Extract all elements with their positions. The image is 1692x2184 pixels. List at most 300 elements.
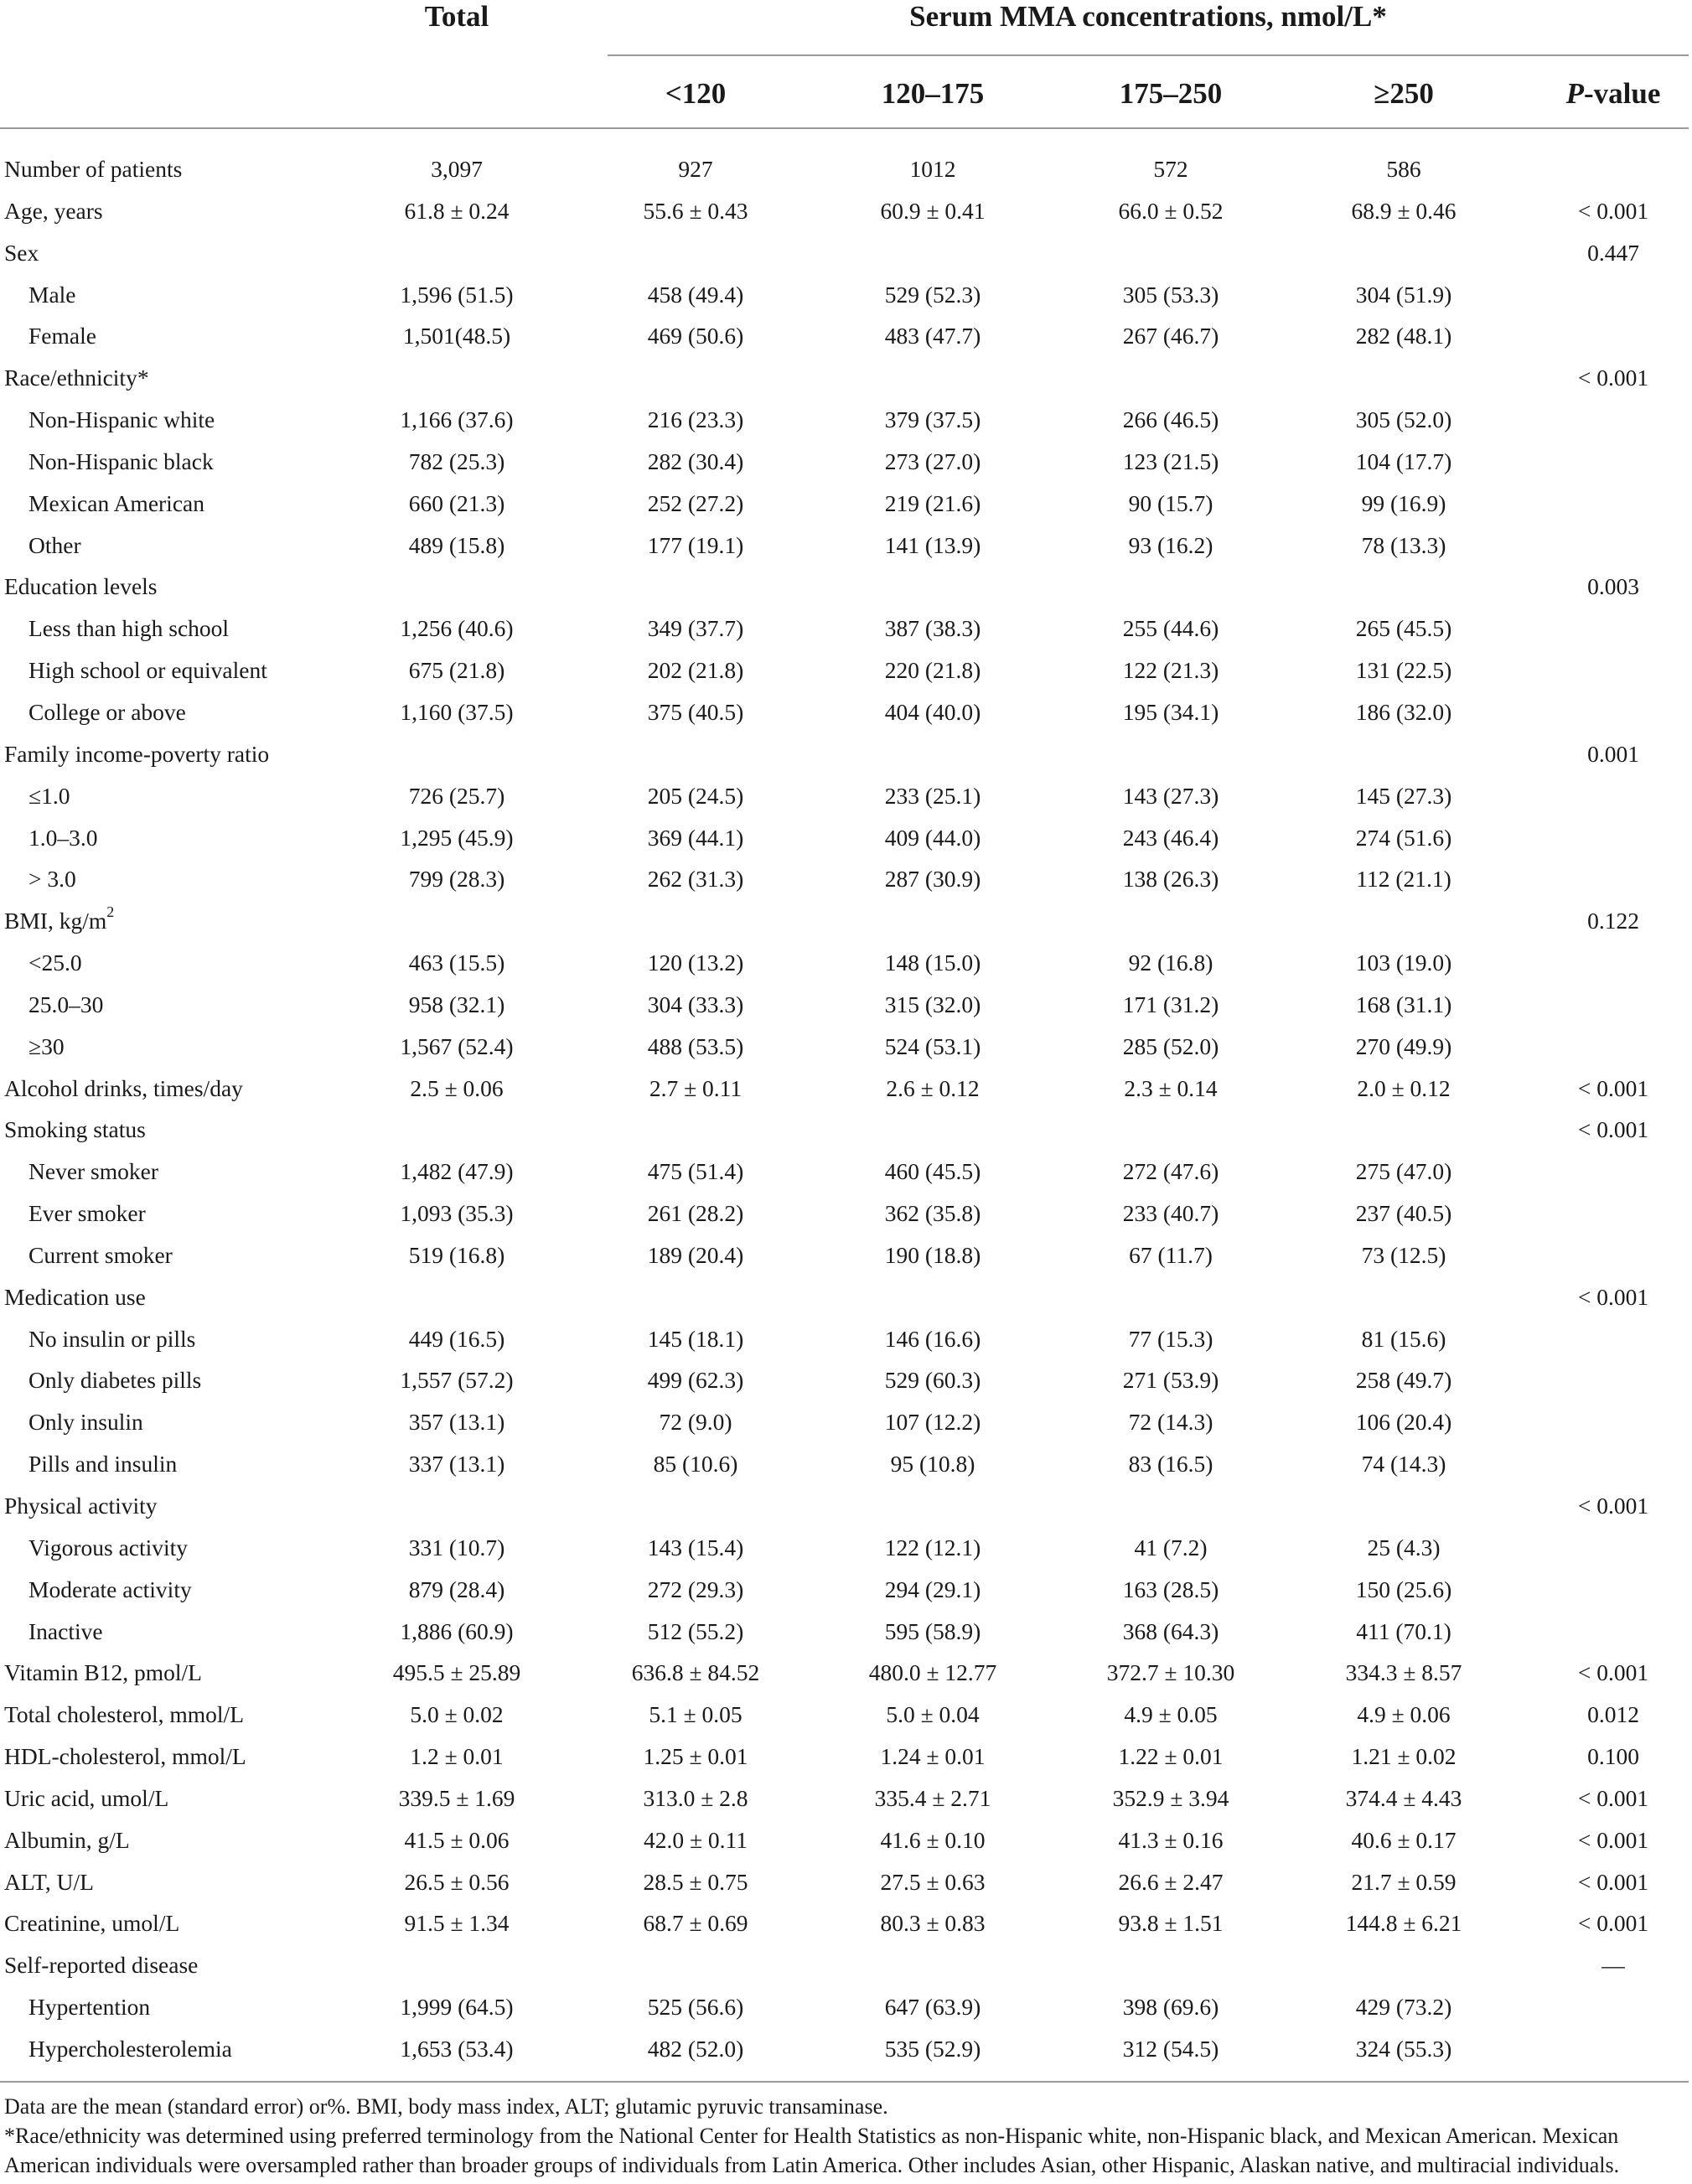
cell-lt120: 28.5 ± 0.75 [643,1868,748,1895]
cell-total: 782 (25.3) [408,448,505,474]
cell-120-175: 524 (53.1) [884,1032,981,1059]
cell-lt120: 2.7 ± 0.11 [649,1074,743,1101]
cell-120-175: 315 (32.0) [884,991,981,1017]
cell-175-250: 92 (16.8) [1128,950,1213,976]
row-label: Total cholesterol, mmol/L [4,1701,244,1728]
cell-120-175: 148 (15.0) [884,950,981,976]
cell-total: 1,999 (64.5) [400,1994,514,2021]
cell-120-175: 107 (12.2) [884,1409,981,1436]
cell-175-250: 41.3 ± 0.16 [1118,1826,1224,1853]
header-col-ge250: ≥250 [1374,77,1434,110]
cell-ge250: 334.3 ± 8.57 [1345,1659,1462,1686]
row-label: Number of patients [4,156,183,182]
cell-175-250: 266 (46.5) [1122,406,1219,433]
cell-ge250: 131 (22.5) [1355,657,1452,684]
row-label: College or above [28,698,186,725]
cell-ge250: 258 (49.7) [1355,1367,1452,1394]
row-label: ≥30 [28,1032,65,1059]
cell-total: 337 (13.1) [408,1451,505,1478]
cell-total: 675 (21.8) [408,657,505,684]
cell-total: 2.5 ± 0.06 [410,1074,504,1101]
cell-lt120: 272 (29.3) [647,1576,744,1602]
cell-175-250: 255 (44.6) [1122,615,1219,642]
table-row [0,858,1692,900]
cell-120-175: 404 (40.0) [884,698,981,725]
cell-total: 91.5 ± 1.34 [404,1910,510,1937]
cell-175-250: 285 (52.0) [1122,1032,1219,1059]
cell-total: 1,501(48.5) [402,323,511,349]
cell-120-175: 220 (21.8) [884,657,981,684]
cell-p-value: — [1601,1952,1625,1979]
table-row [0,900,1692,942]
cell-120-175: 95 (10.8) [890,1451,975,1478]
cell-total: 879 (28.4) [408,1576,505,1602]
cell-120-175: 294 (29.1) [884,1576,981,1602]
cell-lt120: 469 (50.6) [647,323,744,349]
cell-total: 3,097 [431,156,483,182]
header-col-lt120: <120 [665,77,727,110]
table-row [0,1068,1692,1110]
table-row [0,984,1692,1026]
row-label: Less than high school [28,615,230,642]
row-label: Mexican American [28,489,204,516]
row-label: Moderate activity [28,1576,192,1602]
cell-120-175: 273 (27.0) [884,448,981,474]
cell-120-175: 287 (30.9) [884,866,981,893]
table-row [0,1401,1692,1443]
cell-175-250: 72 (14.3) [1128,1409,1213,1436]
cell-total: 1,160 (37.5) [400,698,514,725]
row-label: No insulin or pills [28,1325,196,1352]
cell-120-175: 460 (45.5) [884,1158,981,1185]
cell-lt120: 42.0 ± 0.11 [643,1826,748,1853]
row-label: Non-Hispanic white [28,406,215,433]
cell-lt120: 313.0 ± 2.8 [643,1784,748,1811]
row-label: Inactive [28,1617,103,1644]
cell-total: 357 (13.1) [408,1409,505,1436]
cell-p-value: 0.012 [1587,1701,1639,1728]
cell-lt120: 72 (9.0) [659,1409,732,1436]
cell-120-175: 190 (18.8) [884,1241,981,1268]
row-label: Physical activity [4,1493,158,1519]
table-row [0,733,1692,775]
cell-ge250: 1.21 ± 0.02 [1351,1743,1457,1770]
table-row [0,608,1692,650]
cell-total: 1,256 (40.6) [400,615,514,642]
cell-120-175: 480.0 ± 12.77 [868,1659,997,1686]
row-label: ALT, U/L [4,1868,94,1895]
cell-lt120: 120 (13.2) [647,950,744,976]
cell-ge250: 265 (45.5) [1355,615,1452,642]
table-row [0,190,1692,232]
cell-175-250: 77 (15.3) [1128,1325,1213,1352]
header-total: Total [424,0,489,33]
cell-120-175: 146 (16.6) [884,1325,981,1352]
cell-175-250: 195 (34.1) [1122,698,1219,725]
row-label: Uric acid, umol/L [4,1784,169,1811]
row-label: Vitamin B12, pmol/L [4,1659,202,1686]
table-row [0,399,1692,441]
cell-total: 1,886 (60.9) [400,1617,514,1644]
cell-ge250: 104 (17.7) [1355,448,1452,474]
row-label: Female [28,323,96,349]
cell-ge250: 106 (20.4) [1355,1409,1452,1436]
cell-lt120: 636.8 ± 84.52 [631,1659,760,1686]
row-label: Race/ethnicity* [4,365,149,391]
cell-total: 1,093 (35.3) [400,1200,514,1227]
cell-total: 1,482 (47.9) [400,1158,514,1185]
cell-175-250: 163 (28.5) [1122,1576,1219,1602]
row-label: Medication use [4,1283,146,1310]
row-label: ≤1.0 [28,782,70,809]
cell-lt120: 482 (52.0) [647,2035,744,2062]
cell-total: 61.8 ± 0.24 [404,197,510,224]
cell-lt120: 5.1 ± 0.05 [649,1701,743,1728]
cell-ge250: 150 (25.6) [1355,1576,1452,1602]
row-label: Alcohol drinks, times/day [4,1074,243,1101]
cell-lt120: 499 (62.3) [647,1367,744,1394]
table-bottom-rule [0,2081,1689,2083]
cell-lt120: 68.7 ± 0.69 [643,1910,748,1937]
table-row [0,1569,1692,1611]
row-label: > 3.0 [28,866,76,893]
cell-p-value: 0.001 [1587,740,1639,767]
row-label: Non-Hispanic black [28,448,214,474]
table-row [0,1986,1692,2028]
cell-total: 339.5 ± 1.69 [398,1784,515,1811]
p-value-suffix: -value [1584,77,1661,110]
cell-ge250: 144.8 ± 6.21 [1345,1910,1462,1937]
cell-ge250: 68.9 ± 0.46 [1351,197,1457,224]
cell-175-250: 123 (21.5) [1122,448,1219,474]
cell-ge250: 429 (73.2) [1355,1994,1452,2021]
cell-175-250: 368 (64.3) [1122,1617,1219,1644]
cell-total: 26.5 ± 0.56 [404,1868,510,1895]
cell-total: 331 (10.7) [408,1534,505,1560]
cell-total: 449 (16.5) [408,1325,505,1352]
table-row [0,1819,1692,1861]
table-row [0,357,1692,399]
cell-total: 1,557 (57.2) [400,1367,514,1394]
cell-175-250: 267 (46.7) [1122,323,1219,349]
cell-120-175: 335.4 ± 2.71 [874,1784,991,1811]
row-label: Family income-poverty ratio [4,740,270,767]
cell-120-175: 41.6 ± 0.10 [880,1826,986,1853]
cell-lt120: 189 (20.4) [647,1241,744,1268]
row-label: Current smoker [28,1241,173,1268]
table-row [0,1276,1692,1318]
table-row [0,1944,1692,1986]
cell-ge250: 168 (31.1) [1355,991,1452,1017]
header-group-rule [608,54,1689,56]
cell-175-250: 93 (16.2) [1128,531,1213,558]
table-row [0,1652,1692,1694]
cell-total: 1,596 (51.5) [400,281,514,308]
cell-175-250: 372.7 ± 10.30 [1106,1659,1235,1686]
cell-ge250: 305 (52.0) [1355,406,1452,433]
cell-total: 519 (16.8) [408,1241,505,1268]
cell-ge250: 374.4 ± 4.43 [1345,1784,1462,1811]
cell-ge250: 274 (51.6) [1355,824,1452,851]
cell-175-250: 271 (53.9) [1122,1367,1219,1394]
cell-p-value: < 0.001 [1577,1283,1649,1310]
table-row [0,1611,1692,1653]
cell-175-250: 171 (31.2) [1122,991,1219,1017]
cell-lt120: 488 (53.5) [647,1032,744,1059]
cell-120-175: 5.0 ± 0.04 [886,1701,980,1728]
cell-175-250: 93.8 ± 1.51 [1118,1910,1224,1937]
cell-ge250: 324 (55.3) [1355,2035,1452,2062]
cell-lt120: 143 (15.4) [647,1534,744,1560]
row-label: Sex [4,239,39,266]
table-row [0,1485,1692,1527]
cell-total: 1.2 ± 0.01 [410,1743,504,1770]
cell-175-250: 572 [1153,156,1188,182]
cell-total: 463 (15.5) [408,950,505,976]
cell-lt120: 349 (37.7) [647,615,744,642]
row-label: <25.0 [28,950,82,976]
cell-175-250: 4.9 ± 0.05 [1124,1701,1218,1728]
cell-120-175: 362 (35.8) [884,1200,981,1227]
row-label [4,900,114,942]
cell-ge250: 81 (15.6) [1361,1325,1446,1352]
cell-lt120: 304 (33.3) [647,991,744,1017]
cell-p-value: < 0.001 [1577,1784,1649,1811]
cell-120-175: 2.6 ± 0.12 [886,1074,980,1101]
table-row [0,1026,1692,1068]
row-label: HDL-cholesterol, mmol/L [4,1743,246,1770]
table-row [0,1318,1692,1360]
table-row [0,1359,1692,1401]
cell-p-value: < 0.001 [1577,1868,1649,1895]
cell-p-value: < 0.001 [1577,1659,1649,1686]
cell-ge250: 40.6 ± 0.17 [1351,1826,1457,1853]
table-row [0,817,1692,859]
cell-lt120: 55.6 ± 0.43 [643,197,748,224]
table-row [0,1151,1692,1193]
row-label: Hypercholesterolemia [28,2035,232,2062]
cell-lt120: 458 (49.4) [647,281,744,308]
cell-ge250: 282 (48.1) [1355,323,1452,349]
cell-175-250: 143 (27.3) [1122,782,1219,809]
table-row [0,1109,1692,1151]
cell-120-175: 379 (37.5) [884,406,981,433]
row-label: Only diabetes pills [28,1367,202,1394]
cell-175-250: 66.0 ± 0.52 [1118,197,1224,224]
cell-120-175: 529 (60.3) [884,1367,981,1394]
cell-ge250: 103 (19.0) [1355,950,1452,976]
cell-120-175: 27.5 ± 0.63 [880,1868,986,1895]
cell-120-175: 122 (12.1) [884,1534,981,1560]
cell-120-175: 80.3 ± 0.83 [880,1910,986,1937]
cell-ge250: 21.7 ± 0.59 [1351,1868,1457,1895]
cell-175-250: 122 (21.3) [1122,657,1219,684]
cell-lt120: 252 (27.2) [647,489,744,516]
table-row [0,441,1692,483]
cell-p-value: 0.003 [1587,573,1639,600]
table-row [0,1736,1692,1778]
cell-total: 1,166 (37.6) [400,406,514,433]
footnote-race-ethnicity: *Race/ethnicity was determined using preferred terminology from the National Center for Health Statistics as non-Hispanic white, non-Hispanic black, and Mexican American. Mexican American individuals were oversampled rather than broader groups of individuals from Latin America. Other includes Asian, other Hispanic, Alaskan native, and multiracial individuals. [4,2124,1620,2177]
cell-120-175: 60.9 ± 0.41 [880,197,986,224]
table-row [0,232,1692,274]
cell-total: 495.5 ± 25.89 [392,1659,521,1686]
row-label: Self-reported disease [4,1952,199,1979]
cell-120-175: 1012 [909,156,956,182]
cell-p-value: < 0.001 [1577,1910,1649,1937]
cell-ge250: 73 (12.5) [1361,1241,1446,1268]
cell-total: 1,295 (45.9) [400,824,514,851]
cell-ge250: 237 (40.5) [1355,1200,1452,1227]
row-label: Male [28,281,76,308]
cell-175-250: 83 (16.5) [1128,1451,1213,1478]
cell-p-value: < 0.001 [1577,1493,1649,1519]
cell-lt120: 927 [678,156,713,182]
header-col-120-175: 120–175 [881,77,985,110]
cell-p-value: < 0.001 [1577,1826,1649,1853]
cell-lt120: 261 (28.2) [647,1200,744,1227]
cell-ge250: 4.9 ± 0.06 [1357,1701,1451,1728]
cell-175-250: 1.22 ± 0.01 [1118,1743,1224,1770]
cell-ge250: 78 (13.3) [1361,531,1446,558]
row-label-superscript: 2 [106,903,115,921]
cell-120-175: 233 (25.1) [884,782,981,809]
cell-ge250: 586 [1386,156,1421,182]
cell-lt120: 216 (23.3) [647,406,744,433]
cell-175-250: 272 (47.6) [1122,1158,1219,1185]
cell-total: 1,653 (53.4) [400,2035,514,2062]
cell-175-250: 67 (11.7) [1129,1241,1213,1268]
cell-p-value: < 0.001 [1577,365,1649,391]
cell-ge250: 275 (47.0) [1355,1158,1452,1185]
table-row [0,691,1692,733]
table-row [0,942,1692,984]
cell-lt120: 369 (44.1) [647,824,744,851]
cell-lt120: 282 (30.4) [647,448,744,474]
cell-175-250: 233 (40.7) [1122,1200,1219,1227]
cell-ge250: 112 (21.1) [1356,866,1451,893]
cell-175-250: 352.9 ± 3.94 [1112,1784,1229,1811]
cell-120-175: 409 (44.0) [884,824,981,851]
cell-total: 489 (15.8) [408,531,505,558]
cell-120-175: 529 (52.3) [884,281,981,308]
cell-p-value: 0.122 [1587,908,1639,934]
cell-ge250: 304 (51.9) [1355,281,1452,308]
cell-175-250: 138 (26.3) [1122,866,1219,893]
cell-lt120: 475 (51.4) [647,1158,744,1185]
cell-lt120: 177 (19.1) [647,531,744,558]
cell-120-175: 483 (47.7) [884,323,981,349]
row-label: Hypertention [28,1994,151,2021]
cell-lt120: 525 (56.6) [647,1994,744,2021]
cell-ge250: 186 (32.0) [1355,698,1452,725]
cell-ge250: 2.0 ± 0.12 [1357,1074,1451,1101]
row-label: Creatinine, umol/L [4,1910,180,1937]
cell-120-175: 219 (21.6) [884,489,981,516]
cell-total: 660 (21.3) [408,489,505,516]
footnote-abbreviations: Data are the mean (standard error) or%. BMI, body mass index, ALT; glutamic pyruvic transaminase. [4,2094,888,2119]
row-label: 25.0–30 [28,991,104,1017]
row-label: Smoking status [4,1116,146,1143]
row-label-text: BMI, kg/m [4,908,107,934]
cell-lt120: 1.25 ± 0.01 [643,1743,748,1770]
table-row [0,1193,1692,1234]
row-label: Other [28,531,81,558]
p-letter: P [1565,77,1584,110]
row-label: Education levels [4,573,158,600]
table-row [0,1694,1692,1736]
cell-p-value: < 0.001 [1577,1116,1649,1143]
table-row [0,1527,1692,1569]
cell-120-175: 141 (13.9) [884,531,981,558]
cell-120-175: 647 (63.9) [884,1994,981,2021]
header-bottom-rule [0,127,1689,129]
row-label: High school or equivalent [28,657,267,684]
cell-175-250: 2.3 ± 0.14 [1124,1074,1218,1101]
row-label: Vigorous activity [28,1534,189,1560]
cell-175-250: 305 (53.3) [1122,281,1219,308]
cell-total: 5.0 ± 0.02 [410,1701,504,1728]
cell-total: 726 (25.7) [408,782,505,809]
row-label: Pills and insulin [28,1451,178,1478]
row-label: Ever smoker [28,1200,146,1227]
cell-p-value: < 0.001 [1577,197,1649,224]
table-row [0,274,1692,316]
cell-175-250: 41 (7.2) [1134,1534,1208,1560]
cell-total: 1,567 (52.4) [400,1032,514,1059]
cell-total: 958 (32.1) [408,991,505,1017]
cell-lt120: 145 (18.1) [647,1325,744,1352]
cell-p-value: 0.447 [1587,239,1639,266]
table-row [0,1234,1692,1276]
cell-lt120: 202 (21.8) [647,657,744,684]
cell-ge250: 145 (27.3) [1355,782,1452,809]
cell-lt120: 375 (40.5) [647,698,744,725]
cell-175-250: 26.6 ± 2.47 [1118,1868,1224,1895]
row-label: 1.0–3.0 [28,824,98,851]
header-mma-group: Serum MMA concentrations, nmol/L* [909,0,1387,33]
table-row [0,1778,1692,1819]
row-label: Age, years [4,197,103,224]
row-label: Only insulin [28,1409,143,1436]
table-row [0,1443,1692,1485]
cell-ge250: 25 (4.3) [1367,1534,1441,1560]
cell-p-value: < 0.001 [1577,1074,1649,1101]
table-row [0,775,1692,817]
cell-ge250: 270 (49.9) [1355,1032,1452,1059]
table-row [0,566,1692,608]
cell-ge250: 99 (16.9) [1361,489,1446,516]
table-body [0,148,1692,2070]
cell-lt120: 262 (31.3) [647,866,744,893]
table-row [0,315,1692,357]
cell-ge250: 74 (14.3) [1361,1451,1446,1478]
cell-175-250: 243 (46.4) [1122,824,1219,851]
cell-175-250: 312 (54.5) [1122,2035,1219,2062]
table-row [0,483,1692,525]
cell-120-175: 595 (58.9) [884,1617,981,1644]
table-row [0,650,1692,691]
header-col-175-250: 175–250 [1119,77,1223,110]
cell-p-value: 0.100 [1587,1743,1639,1770]
table-row [0,2028,1692,2070]
cell-lt120: 85 (10.6) [653,1451,738,1478]
cell-total: 799 (28.3) [408,866,505,893]
cell-lt120: 512 (55.2) [647,1617,744,1644]
table-row [0,1902,1692,1944]
cell-ge250: 411 (70.1) [1356,1617,1451,1644]
cell-total: 41.5 ± 0.06 [404,1826,510,1853]
